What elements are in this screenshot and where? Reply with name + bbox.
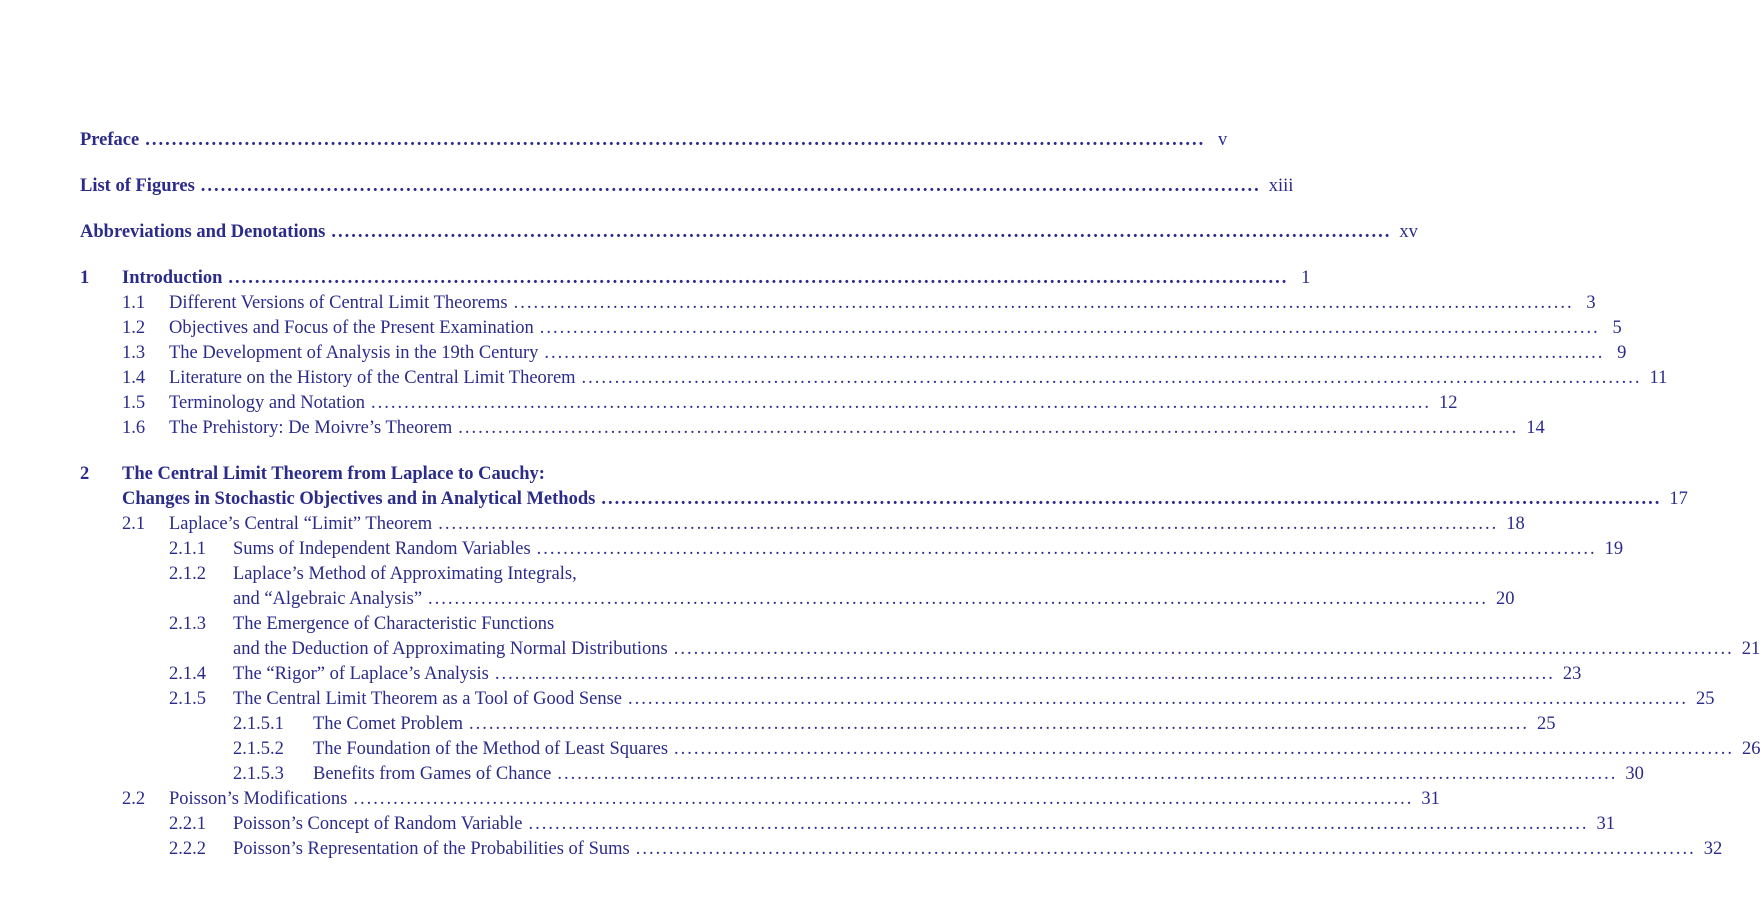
toc-section-1-3[interactable] — [80, 341, 1627, 365]
toc-page: 5 — [1612, 318, 1622, 338]
toc-title: Different Versions of Central Limit Theorems — [169, 293, 508, 313]
leader-dots: ................................................................................................................................................................ — [228, 268, 1289, 288]
toc-page: v — [1217, 130, 1228, 150]
toc-page: 17 — [1669, 489, 1688, 509]
toc-section-1-1[interactable] — [80, 291, 1596, 315]
leader-dots: ................................................................................................................................................................ — [200, 176, 1261, 196]
leader-dots: ................................................................................................................................................................ — [601, 489, 1662, 509]
toc-title: Poisson’s Representation of the Probabilities of Sums — [233, 839, 630, 859]
toc-page: 25 — [1537, 714, 1556, 734]
toc-title: Terminology and Notation — [169, 393, 366, 413]
toc-number: 2.1.5 — [169, 689, 206, 709]
toc-title: The Prehistory: De Moivre’s Theorem — [169, 418, 453, 438]
toc-title: Abbreviations and Denotations — [80, 222, 326, 242]
toc-page: xiii — [1268, 176, 1294, 196]
toc-title: and the Deduction of Approximating Normal Distributions — [233, 639, 668, 659]
toc-section-2-1-5-3[interactable] — [80, 762, 1644, 786]
toc-section-2-1-2-line1[interactable] — [80, 562, 777, 586]
toc-page: xv — [1399, 222, 1418, 242]
toc-number: 2.1.4 — [169, 664, 206, 684]
toc-section-2-1-5[interactable] — [80, 687, 1715, 711]
toc-title: The Development of Analysis in the 19th Century — [169, 343, 539, 363]
toc-page: 26 — [1742, 739, 1761, 759]
toc-section-2-1-1[interactable] — [80, 537, 1624, 561]
toc-page: 9 — [1617, 343, 1627, 363]
toc-title: The Central Limit Theorem from Laplace to Cauchy: — [122, 464, 545, 484]
toc-title: Literature on the History of the Central Limit Theorem — [169, 368, 576, 388]
toc-entry-list-of-figures[interactable] — [80, 174, 1294, 198]
toc-title: and “Algebraic Analysis” — [233, 589, 423, 609]
toc-title: The Emergence of Characteristic Functions — [233, 614, 555, 634]
leader-dots: ................................................................................................................................................................ — [581, 368, 1642, 388]
toc-section-1-5[interactable] — [80, 391, 1458, 415]
leader-dots: ................................................................................................................................................................ — [635, 839, 1696, 859]
toc-title: Sums of Independent Random Variables — [233, 539, 531, 559]
toc-section-2-1-5-2[interactable] — [80, 737, 1761, 761]
toc-section-2-1-3-line2[interactable] — [80, 637, 1761, 661]
toc-section-1-6[interactable] — [80, 416, 1545, 440]
leader-dots: ................................................................................................................................................................ — [513, 293, 1574, 313]
toc-page: 1 — [1301, 268, 1311, 288]
leader-dots: ................................................................................................................................................................ — [331, 222, 1392, 242]
leader-dots: ................................................................................................................................................................ — [673, 639, 1734, 659]
toc-title: Changes in Stochastic Objectives and in Analytical Methods — [122, 489, 596, 509]
toc-section-1-2[interactable] — [80, 316, 1622, 340]
toc-chapter-2-line2[interactable] — [80, 487, 1688, 511]
toc-number: 1.2 — [122, 318, 146, 338]
toc-section-2-2-1[interactable] — [80, 812, 1615, 836]
leader-dots: ................................................................................................................................................................ — [428, 589, 1489, 609]
toc-section-2-2[interactable] — [80, 787, 1440, 811]
toc-page: 12 — [1439, 393, 1458, 413]
toc-number: 2.1.3 — [169, 614, 206, 634]
leader-dots: ................................................................................................................................................................ — [628, 689, 1689, 709]
toc-page: 31 — [1421, 789, 1440, 809]
leader-dots: ................................................................................................................................................................ — [469, 714, 1530, 734]
toc-title: Poisson’s Modifications — [169, 789, 348, 809]
toc-number: 1.4 — [122, 368, 146, 388]
toc-number: 1.5 — [122, 393, 146, 413]
leader-dots: ................................................................................................................................................................ — [353, 789, 1414, 809]
toc-section-1-4[interactable] — [80, 366, 1668, 390]
leader-dots: ................................................................................................................................................................ — [539, 318, 1600, 338]
toc-page: 11 — [1649, 368, 1668, 388]
toc-entry-abbreviations[interactable] — [80, 220, 1418, 244]
toc-title: Benefits from Games of Chance — [313, 764, 552, 784]
toc-page: 18 — [1506, 514, 1525, 534]
toc-title: The Comet Problem — [313, 714, 464, 734]
leader-dots: ................................................................................................................................................................ — [494, 664, 1555, 684]
toc-page: 19 — [1604, 539, 1624, 559]
toc-title: The “Rigor” of Laplace’s Analysis — [233, 664, 489, 684]
toc-title: Preface — [80, 130, 140, 150]
toc-page: 14 — [1526, 418, 1545, 438]
toc-title: Laplace’s Method of Approximating Integrals, — [233, 564, 577, 584]
toc-section-2-1-3-line1[interactable] — [80, 612, 777, 636]
toc-chapter-1[interactable] — [80, 266, 1311, 290]
toc-number: 2.2.2 — [169, 839, 206, 859]
toc-page: 23 — [1562, 664, 1582, 684]
toc-number: 2 — [80, 464, 90, 484]
leader-dots: ................................................................................................................................................................ — [371, 393, 1432, 413]
toc-number: 2.1.5.2 — [233, 739, 284, 759]
toc-number: 2.1.1 — [169, 539, 206, 559]
toc-page: 31 — [1596, 814, 1615, 834]
toc-entry-preface[interactable] — [80, 128, 1228, 152]
toc-number: 1.6 — [122, 418, 146, 438]
toc-title: Poisson’s Concept of Random Variable — [233, 814, 523, 834]
leader-dots: ................................................................................................................................................................ — [536, 539, 1597, 559]
toc-section-2-1-5-1[interactable] — [80, 712, 1556, 736]
toc-number: 2.1.5.1 — [233, 714, 284, 734]
toc-number: 2.1.2 — [169, 564, 206, 584]
toc-number: 1.1 — [122, 293, 146, 313]
leader-dots: ................................................................................................................................................................ — [458, 418, 1519, 438]
toc-section-2-1-4[interactable] — [80, 662, 1582, 686]
toc-title: Laplace’s Central “Limit” Theorem — [169, 514, 433, 534]
leader-dots: ................................................................................................................................................................ — [544, 343, 1605, 363]
toc-number: 1 — [80, 268, 90, 288]
toc-page: 30 — [1625, 764, 1644, 784]
toc-page: 21 — [1741, 639, 1761, 659]
toc-title: The Central Limit Theorem as a Tool of Good Sense — [233, 689, 623, 709]
leader-dots: ................................................................................................................................................................ — [145, 130, 1206, 150]
toc-page: 3 — [1586, 293, 1596, 313]
toc-title: The Foundation of the Method of Least Squares — [313, 739, 669, 759]
toc-title: Objectives and Focus of the Present Examination — [169, 318, 534, 338]
toc-title: List of Figures — [80, 176, 195, 196]
toc-number: 2.2 — [122, 789, 146, 809]
toc-number: 2.1 — [122, 514, 146, 534]
toc-number: 1.3 — [122, 343, 146, 363]
toc-number: 2.1.5.3 — [233, 764, 284, 784]
toc-title: Introduction — [122, 268, 223, 288]
leader-dots: ................................................................................................................................................................ — [528, 814, 1589, 834]
leader-dots: ................................................................................................................................................................ — [557, 764, 1618, 784]
toc-page: 32 — [1703, 839, 1723, 859]
leader-dots: ................................................................................................................................................................ — [438, 514, 1499, 534]
toc-section-2-1-2-line2[interactable] — [80, 587, 1515, 611]
toc-number: 2.2.1 — [169, 814, 206, 834]
leader-dots: ................................................................................................................................................................ — [674, 739, 1735, 759]
toc-chapter-2-line1[interactable] — [80, 462, 777, 486]
toc-section-2-1[interactable] — [80, 512, 1525, 536]
toc-section-2-2-2[interactable] — [80, 837, 1723, 861]
toc-page: 25 — [1696, 689, 1715, 709]
toc-page: 20 — [1496, 589, 1515, 609]
